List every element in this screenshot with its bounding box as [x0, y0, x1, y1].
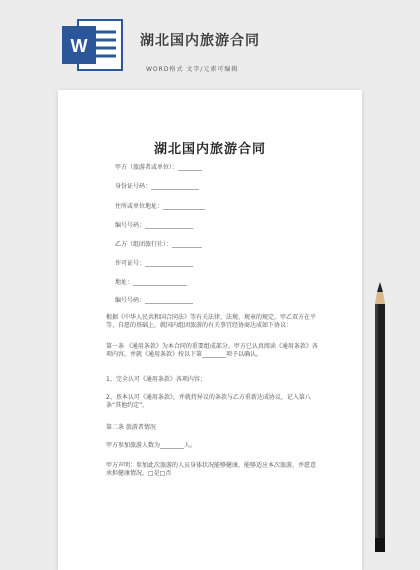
header-title: 湖北国内旅游合同	[140, 33, 260, 49]
field-party-a: 甲方（旅游者或单位）：________	[115, 164, 203, 171]
body-article-2: 第二条 旅游者情况	[106, 424, 156, 431]
field-license: 许可证号：________________	[115, 260, 194, 267]
header-subtitle: WORD格式 文字/元素可编辑	[146, 66, 239, 73]
field-number-b: 编号号码：________________	[115, 297, 194, 304]
word-icon-letter: W	[70, 36, 88, 56]
body-option-1: 1、完全认可《通用条款》各项内容；	[106, 376, 206, 383]
field-id-number: 身份证号码：________________	[115, 183, 200, 190]
document-title: 湖北国内旅游合同	[153, 142, 266, 157]
document-page	[58, 90, 362, 570]
body-declaration: 甲方声明：参加此次旅游的人员身体状况能够健康，能够适应本次旅游，并愿意承担健康情况。□是□否	[106, 462, 317, 477]
body-tourist-count: 甲方参加旅游人数为________人。	[106, 442, 197, 449]
body-paragraph-intro: 根据《中华人民共和国合同法》等有关法律、法规、规章的规定，甲乙双方在平等、自愿的基础上，就国内组团旅游的有关事宜经协商达成如下协议：	[106, 314, 317, 329]
field-number-a: 编号号码：________________	[115, 222, 194, 229]
field-location: 地址：__________________	[115, 279, 188, 286]
field-party-b: 乙方（组团旅行社）：__________	[115, 241, 203, 248]
word-icon	[60, 16, 124, 74]
field-address: 住所或单位地址：______________	[115, 203, 206, 210]
body-article-1: 第一条 《通用条款》为本合同的重要组成部分。甲方已认真阅读《通用条款》各项内容，并就《通用条款》按以下第________项予以确认。	[106, 343, 318, 358]
body-option-2: 2、基本认可《通用条款》，并就持异议的条款与乙方重新达成协议，记入第八条“其他约定”。	[106, 394, 311, 409]
pencil-icon	[370, 282, 390, 552]
